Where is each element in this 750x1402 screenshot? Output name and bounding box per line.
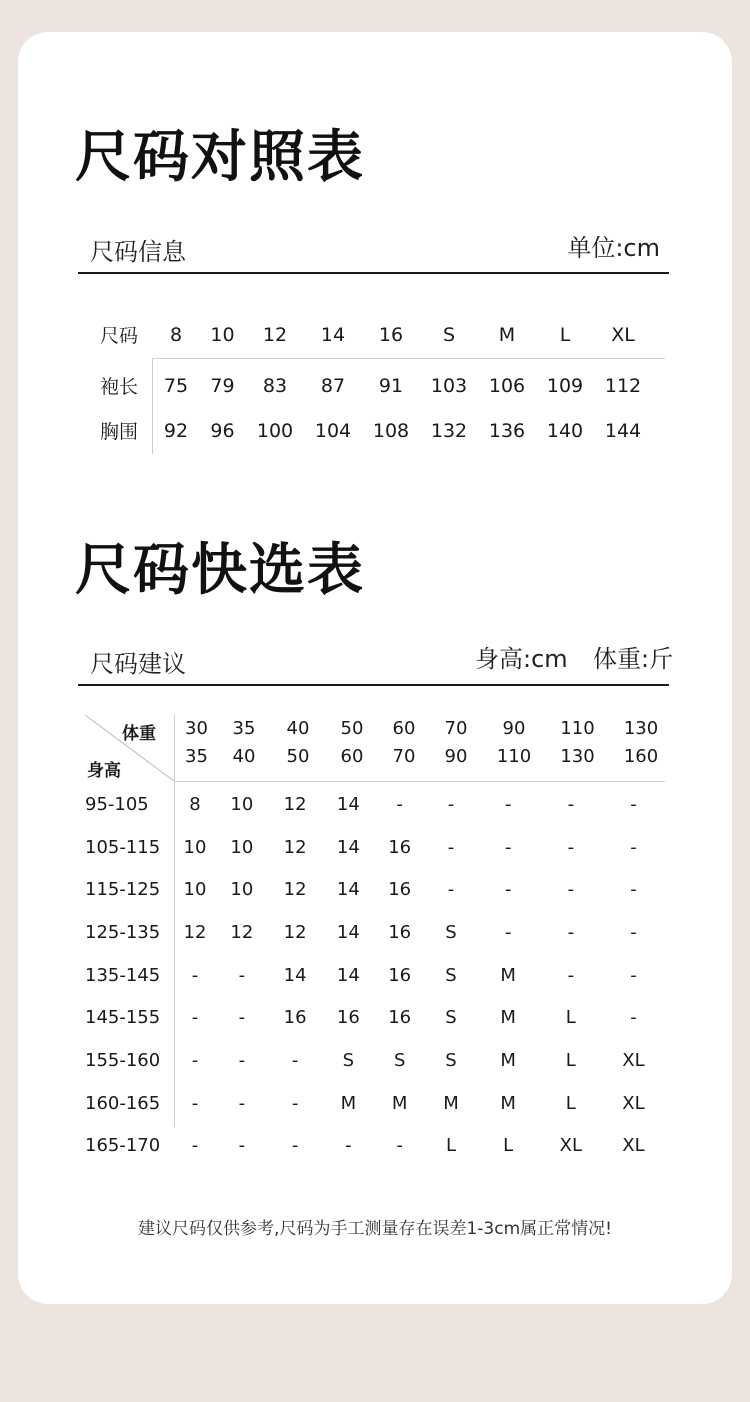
recommended-size-cell: 10 bbox=[230, 793, 254, 815]
recommended-size-cell: XL bbox=[622, 1135, 645, 1157]
recommended-size-cell: - bbox=[238, 1007, 246, 1029]
recommended-size-cell: 16 bbox=[388, 1007, 412, 1029]
recommended-size-cell: - bbox=[291, 1092, 299, 1114]
size-header-cell: S bbox=[442, 323, 456, 346]
table-row bbox=[85, 868, 665, 911]
table-cell: 106 bbox=[488, 374, 526, 397]
recommended-size-cell: 16 bbox=[388, 879, 412, 901]
table-cell: 83 bbox=[262, 374, 288, 397]
recommended-size-cell: - bbox=[567, 921, 575, 943]
recommended-size-cell: 14 bbox=[336, 879, 360, 901]
table-row bbox=[85, 408, 665, 453]
corner-height-label: 身高 bbox=[87, 761, 121, 781]
table-row bbox=[85, 1039, 665, 1082]
recommended-size-cell: 12 bbox=[283, 921, 307, 943]
weight-range-end: 35 bbox=[185, 746, 208, 767]
recommended-size-cell: - bbox=[191, 1135, 199, 1157]
header-divider bbox=[153, 358, 665, 359]
table-cell: 92 bbox=[163, 419, 189, 442]
recommended-size-cell: - bbox=[191, 964, 199, 986]
recommended-size-cell: - bbox=[396, 793, 403, 815]
recommended-size-cell: - bbox=[191, 1092, 199, 1114]
recommended-size-cell: - bbox=[345, 1135, 352, 1157]
table-row bbox=[85, 1082, 665, 1125]
table-header-row bbox=[85, 711, 665, 781]
table-row bbox=[85, 954, 665, 997]
table-row bbox=[85, 826, 665, 869]
recommended-size-cell: XL bbox=[622, 1049, 645, 1071]
recommended-size-cell: - bbox=[191, 1049, 199, 1071]
table-cell: 108 bbox=[372, 419, 410, 442]
recommended-size-cell: M bbox=[500, 1007, 516, 1029]
recommended-size-cell: 16 bbox=[388, 836, 412, 858]
column-divider bbox=[152, 358, 153, 454]
table-cell: 144 bbox=[604, 419, 642, 442]
height-range-label: 135-145 bbox=[85, 964, 161, 986]
recommended-size-cell: 10 bbox=[230, 879, 254, 901]
recommended-size-cell: 14 bbox=[336, 793, 360, 815]
height-range-label: 105-115 bbox=[85, 836, 161, 858]
comparison-subtitle: 尺码信息 bbox=[90, 238, 186, 266]
weight-range-start: 130 bbox=[623, 718, 659, 739]
recommended-size-cell: L bbox=[565, 1049, 576, 1071]
table-cell: 75 bbox=[163, 374, 189, 397]
table-header-row bbox=[85, 312, 665, 357]
table-cell: 87 bbox=[320, 374, 346, 397]
recommended-size-cell: - bbox=[504, 836, 512, 858]
table-row bbox=[85, 1125, 665, 1168]
recommended-size-cell: - bbox=[630, 964, 637, 986]
table-cell: 112 bbox=[604, 374, 642, 397]
height-range-label: 95-105 bbox=[85, 793, 149, 815]
recommended-size-cell: 16 bbox=[388, 921, 412, 943]
recommended-size-cell: - bbox=[238, 1049, 246, 1071]
recommended-size-cell: M bbox=[391, 1092, 408, 1114]
table-cell: 136 bbox=[488, 419, 526, 442]
recommended-size-cell: 14 bbox=[336, 836, 360, 858]
recommended-size-cell: XL bbox=[622, 1092, 645, 1114]
comparison-title: 尺码对照表 bbox=[75, 125, 365, 190]
weight-range-start: 70 bbox=[444, 718, 468, 739]
corner-weight-label: 体重 bbox=[122, 724, 156, 744]
recommended-size-cell: 14 bbox=[336, 964, 360, 986]
recommended-size-cell: - bbox=[447, 836, 455, 858]
row-label: 胸围 bbox=[99, 421, 138, 443]
recommended-size-cell: - bbox=[567, 879, 575, 901]
size-header-cell: 12 bbox=[262, 323, 288, 346]
recommended-size-cell: S bbox=[342, 1049, 355, 1071]
weight-range-start: 30 bbox=[185, 718, 208, 739]
weight-header-cell bbox=[430, 715, 482, 771]
recommended-size-cell: 12 bbox=[283, 879, 307, 901]
table-row bbox=[85, 783, 665, 826]
table-cell: 96 bbox=[210, 419, 235, 442]
height-range-label: 155-160 bbox=[85, 1049, 161, 1071]
recommended-size-cell: - bbox=[504, 921, 512, 943]
table-cell: 109 bbox=[546, 374, 584, 397]
size-header-cell: 16 bbox=[378, 323, 404, 346]
weight-range-end: 70 bbox=[392, 746, 416, 767]
weight-range-end: 90 bbox=[444, 746, 468, 767]
weight-range-start: 50 bbox=[340, 718, 364, 739]
weight-range-start: 35 bbox=[232, 718, 256, 739]
table-cell: 79 bbox=[210, 374, 235, 397]
quick-select-divider bbox=[78, 684, 669, 686]
size-header-cell: M bbox=[498, 323, 516, 346]
table-cell: 140 bbox=[546, 419, 584, 442]
size-header-cell: 10 bbox=[210, 323, 235, 346]
weight-range-start: 60 bbox=[392, 718, 416, 739]
height-unit: 身高:cm bbox=[475, 645, 568, 673]
table-cell: 104 bbox=[314, 419, 352, 442]
height-range-label: 160-165 bbox=[85, 1092, 161, 1114]
recommended-size-cell: L bbox=[445, 1135, 456, 1157]
recommended-size-cell: S bbox=[445, 964, 457, 986]
recommended-size-cell: - bbox=[191, 1007, 199, 1029]
recommended-size-cell: 10 bbox=[230, 836, 254, 858]
diagonal-header-cell bbox=[85, 711, 175, 781]
column-divider bbox=[174, 715, 175, 1127]
table-row bbox=[85, 363, 665, 408]
weight-range-end: 110 bbox=[496, 746, 532, 767]
recommended-size-cell: - bbox=[396, 1135, 403, 1157]
recommended-size-cell: S bbox=[445, 1007, 457, 1029]
recommended-size-cell: 8 bbox=[189, 793, 201, 815]
recommended-size-cell: 12 bbox=[183, 921, 207, 943]
weight-header-cell bbox=[326, 715, 378, 771]
recommended-size-cell: M bbox=[500, 1049, 516, 1071]
recommended-size-cell: - bbox=[291, 1049, 299, 1071]
size-header-cell: L bbox=[559, 323, 571, 346]
recommended-size-cell: M bbox=[500, 964, 516, 986]
table-row bbox=[85, 996, 665, 1039]
recommended-size-cell: - bbox=[567, 836, 575, 858]
size-comparison-table bbox=[85, 312, 665, 453]
recommended-size-cell: 16 bbox=[388, 964, 412, 986]
recommended-size-cell: - bbox=[447, 879, 455, 901]
quick-select-subtitle: 尺码建议 bbox=[90, 650, 186, 678]
recommended-size-cell: - bbox=[504, 793, 512, 815]
recommended-size-cell: - bbox=[630, 1007, 637, 1029]
weight-range-start: 40 bbox=[286, 718, 310, 739]
comparison-unit: 单位:cm bbox=[567, 234, 660, 262]
recommended-size-cell: - bbox=[504, 879, 512, 901]
recommended-size-cell: - bbox=[238, 1135, 246, 1157]
weight-range-end: 160 bbox=[623, 746, 659, 767]
recommended-size-cell: - bbox=[630, 879, 637, 901]
recommended-size-cell: M bbox=[340, 1092, 357, 1114]
recommended-size-cell: XL bbox=[559, 1135, 582, 1157]
recommended-size-cell: 12 bbox=[283, 836, 307, 858]
recommended-size-cell: - bbox=[291, 1135, 299, 1157]
weight-header-cell bbox=[270, 715, 326, 771]
weight-header-cell bbox=[546, 715, 609, 771]
recommended-size-cell: 14 bbox=[336, 921, 360, 943]
recommended-size-cell: 14 bbox=[283, 964, 307, 986]
recommended-size-cell: - bbox=[630, 836, 637, 858]
row-label: 袍长 bbox=[99, 376, 138, 398]
recommended-size-cell: - bbox=[567, 964, 575, 986]
weight-header-cell bbox=[175, 715, 218, 771]
recommended-size-cell: L bbox=[565, 1092, 576, 1114]
recommended-size-cell: S bbox=[445, 1049, 457, 1071]
size-header-cell: XL bbox=[611, 323, 635, 346]
recommended-size-cell: S bbox=[445, 921, 457, 943]
weight-header-cell bbox=[378, 715, 430, 771]
table-row bbox=[85, 911, 665, 954]
weight-header-cell bbox=[218, 715, 270, 771]
weight-range-end: 130 bbox=[560, 746, 595, 767]
recommended-size-cell: - bbox=[567, 793, 575, 815]
weight-header-cell bbox=[482, 715, 546, 771]
table-cell: 132 bbox=[430, 419, 468, 442]
recommended-size-cell: - bbox=[447, 793, 455, 815]
comparison-divider bbox=[78, 272, 669, 274]
table-cell: 103 bbox=[430, 374, 468, 397]
recommended-size-cell: - bbox=[630, 793, 637, 815]
height-range-label: 145-155 bbox=[85, 1007, 161, 1029]
height-range-label: 115-125 bbox=[85, 879, 161, 901]
disclaimer-note: 建议尺码仅供参考,尺码为手工测量存在误差1-3cm属正常情况! bbox=[138, 1219, 612, 1239]
recommended-size-cell: - bbox=[238, 964, 246, 986]
recommended-size-cell: 16 bbox=[336, 1007, 360, 1029]
recommended-size-cell: M bbox=[443, 1092, 459, 1114]
weight-range-end: 50 bbox=[286, 746, 310, 767]
recommended-size-cell: M bbox=[500, 1092, 516, 1114]
recommended-size-cell: 10 bbox=[183, 879, 207, 901]
recommended-size-cell: 12 bbox=[230, 921, 254, 943]
recommended-size-cell: S bbox=[393, 1049, 406, 1071]
size-header-cell: 14 bbox=[320, 323, 346, 346]
table-cell: 91 bbox=[378, 374, 404, 397]
recommended-size-cell: - bbox=[238, 1092, 246, 1114]
quick-select-table bbox=[85, 711, 665, 1167]
header-divider bbox=[175, 781, 665, 782]
recommended-size-cell: 16 bbox=[283, 1007, 307, 1029]
recommended-size-cell: L bbox=[565, 1007, 576, 1029]
weight-unit: 体重:斤 bbox=[593, 645, 674, 673]
weight-range-start: 90 bbox=[502, 718, 526, 739]
recommended-size-cell: 10 bbox=[183, 836, 207, 858]
height-range-label: 125-135 bbox=[85, 921, 161, 943]
row-header: 尺码 bbox=[99, 325, 138, 347]
recommended-size-cell: L bbox=[503, 1135, 514, 1157]
weight-range-end: 60 bbox=[340, 746, 364, 767]
weight-range-end: 40 bbox=[232, 746, 256, 767]
recommended-size-cell: 12 bbox=[283, 793, 307, 815]
size-header-cell: 8 bbox=[169, 323, 183, 346]
table-cell: 100 bbox=[256, 419, 294, 442]
height-range-label: 165-170 bbox=[85, 1135, 161, 1157]
weight-range-start: 110 bbox=[560, 718, 595, 739]
quick-select-title: 尺码快选表 bbox=[75, 538, 365, 603]
recommended-size-cell: - bbox=[630, 921, 637, 943]
weight-header-cell bbox=[609, 715, 673, 771]
